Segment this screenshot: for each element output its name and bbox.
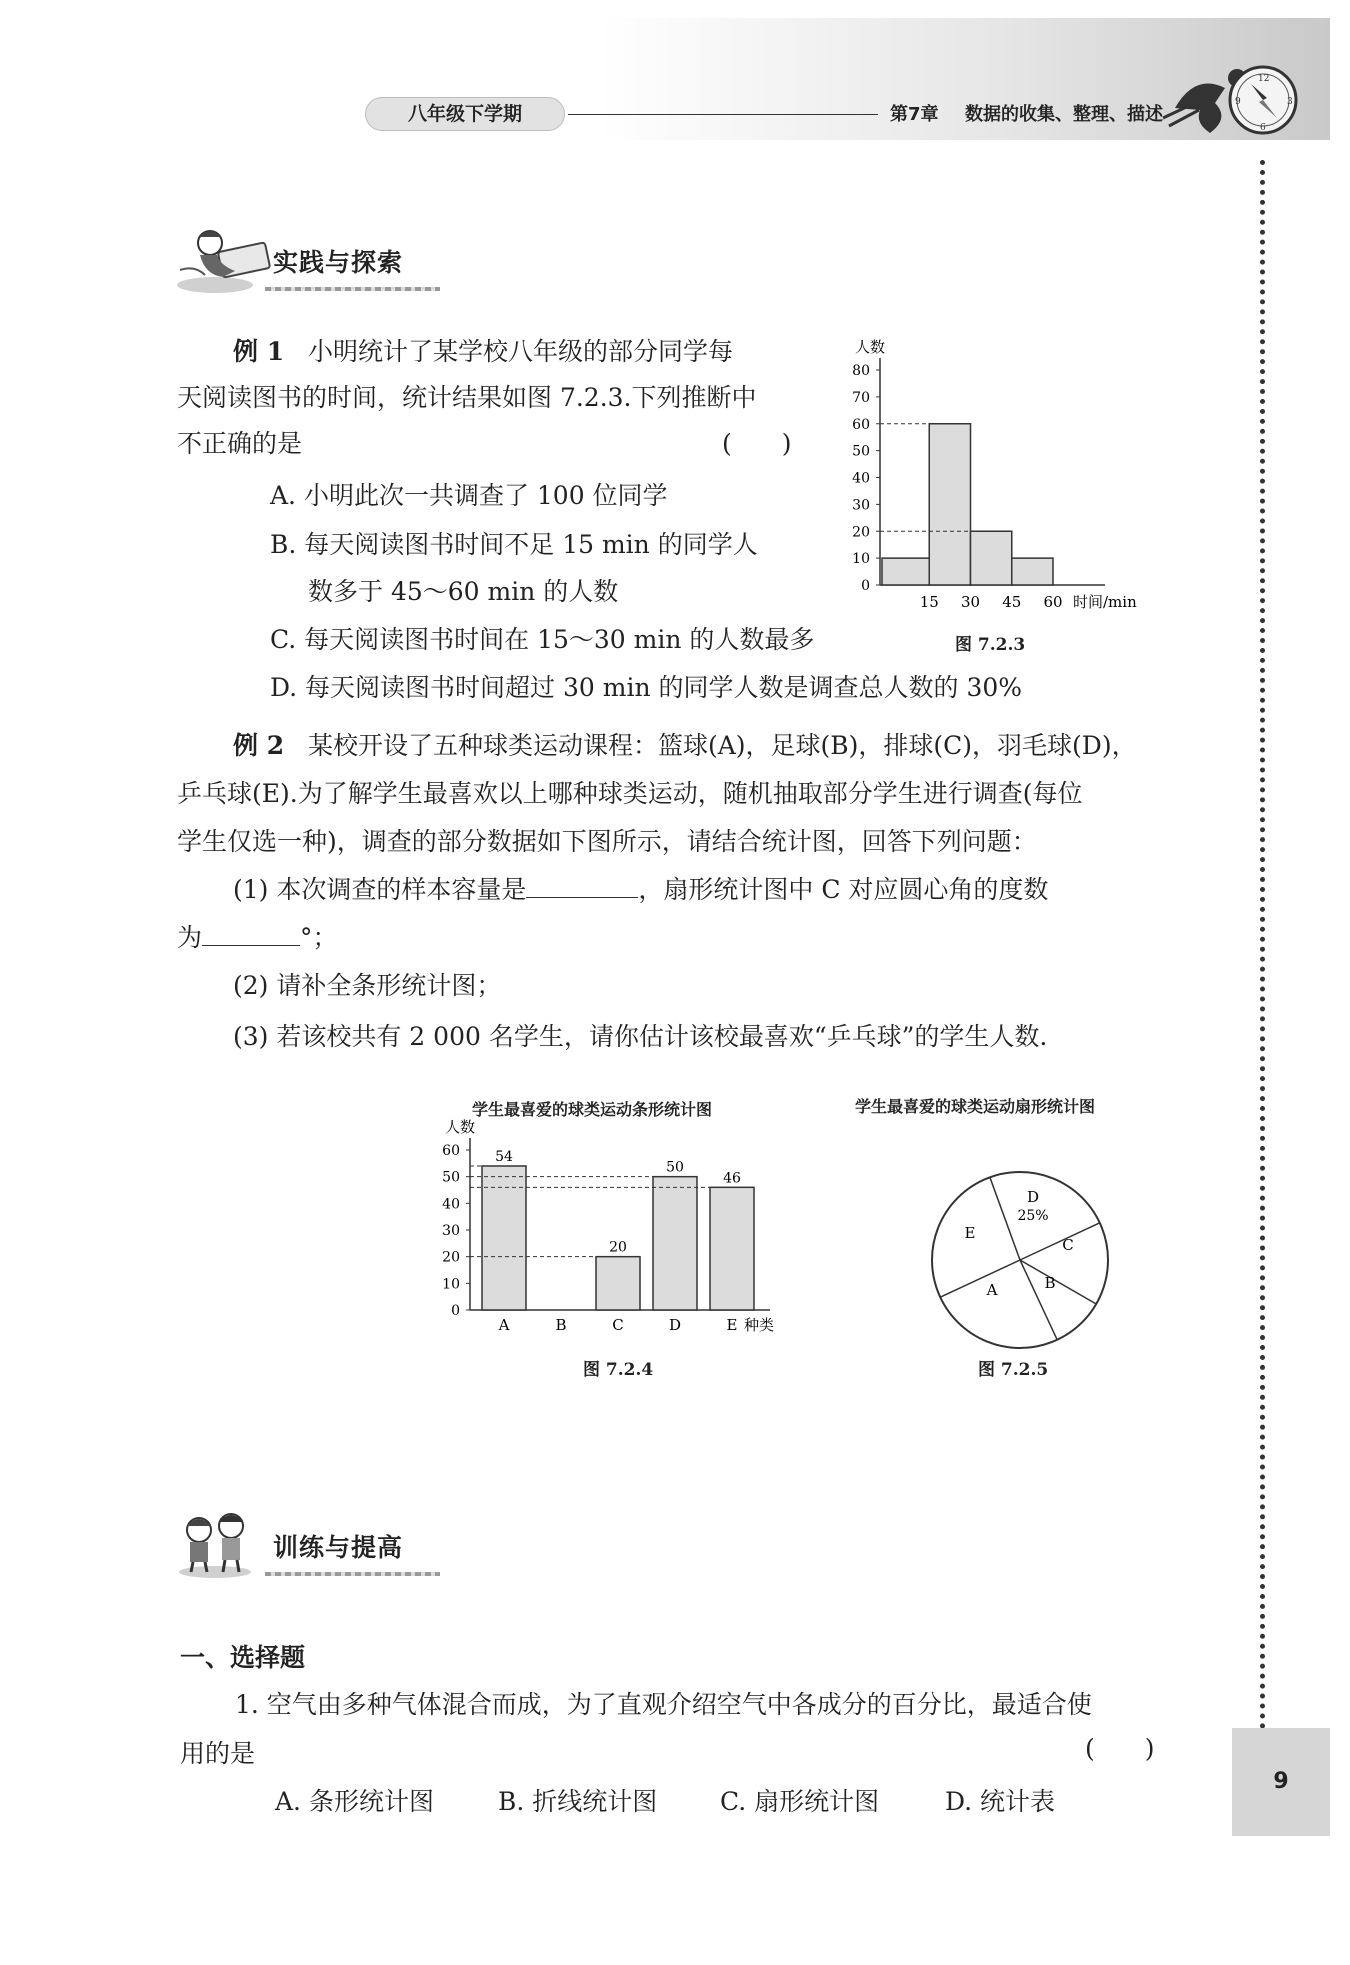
x-tick-label: 60 [1043, 593, 1063, 611]
example2-stem-1: 某校开设了五种球类运动课程：篮球(A)，足球(B)，排球(C)，羽毛球(D)， [307, 731, 1137, 760]
y-tick-label: 0 [861, 578, 870, 594]
reading-kid-icon [175, 225, 275, 295]
svg-text:9: 9 [1235, 97, 1241, 107]
y-tick-label: 0 [451, 1303, 460, 1319]
section-rule [265, 287, 440, 291]
exercise-option-c: C. 扇形统计图 [720, 1787, 880, 1816]
answer-blank-2[interactable] [202, 919, 300, 946]
y-tick-label: 70 [852, 389, 870, 406]
pie-label-A: A [986, 1281, 998, 1299]
y-tick-label: 30 [852, 497, 870, 514]
exercise-1-bracket: ( ) [1085, 1734, 1155, 1763]
pie-label-D: D [1026, 1188, 1040, 1206]
bar-C [596, 1257, 640, 1310]
compass-runner-logo [1155, 48, 1305, 140]
y-tick-label: 30 [442, 1223, 460, 1239]
example1-stem-1: 小明统计了某学校八年级的部分同学每 [307, 337, 733, 366]
y-tick-label: 10 [852, 551, 870, 568]
y-axis-label: 人数 [855, 338, 886, 356]
question-1-text: (1) 本次调查的样本容量是 [233, 875, 527, 904]
chapter-title: 数据的收集、整理、描述 [965, 104, 1163, 125]
example2-stem-3: 学生仅选一种)，调查的部分数据如下图所示，请结合统计图，回答下列问题： [177, 827, 1037, 856]
svg-text:12: 12 [1258, 74, 1270, 84]
x-tick-label: A [498, 1316, 510, 1334]
section-banner-practice [175, 225, 440, 295]
y-tick-label: 20 [442, 1249, 460, 1266]
header-rule [568, 114, 878, 115]
section-banner-training [175, 1510, 440, 1580]
option-b-line1: B. 每天阅读图书时间不足 15 min 的同学人 [270, 530, 758, 559]
two-kids-icon [175, 1510, 275, 1580]
option-c: C. 每天阅读图书时间在 15～30 min 的人数最多 [270, 625, 815, 654]
pie-label-B: B [1044, 1274, 1056, 1292]
pie-label-C: C [1062, 1236, 1074, 1254]
histogram-bar [882, 558, 929, 585]
option-a: A. 小明此次一共调查了 100 位同学 [270, 481, 668, 510]
question-1 [233, 871, 1048, 909]
x-tick-label: B [555, 1316, 567, 1334]
exercise-1-line2: 用的是 [180, 1739, 256, 1768]
histogram-caption: 图 7.2.3 [955, 635, 1026, 655]
grade-label: 八年级下学期 [365, 97, 565, 131]
section-title-training: 训练与提高 [273, 1533, 404, 1562]
y-tick-label: 10 [442, 1276, 460, 1293]
exercise-heading: 一、选择题 [180, 1643, 306, 1672]
bar-chart-caption: 图 7.2.4 [583, 1360, 654, 1380]
y-tick-label: 60 [852, 416, 870, 433]
histogram-bar [1012, 558, 1053, 585]
data-label: 46 [723, 1170, 741, 1187]
svg-text:6: 6 [1260, 123, 1266, 133]
pie-chart-7-2-5 [920, 1160, 1120, 1360]
example2-stem-2: 乒乓球(E).为了解学生最喜欢以上哪种球类运动，随机抽取部分学生进行调查(每位 [177, 779, 1083, 808]
histogram-bar [971, 531, 1012, 585]
y-tick-label: 40 [852, 470, 870, 487]
margin-dot-rule [1260, 160, 1265, 1730]
x-tick-label: 30 [960, 593, 981, 611]
question-1-continued [177, 919, 338, 957]
pie-chart-caption: 图 7.2.5 [978, 1360, 1049, 1380]
exercise-option-b: B. 折线统计图 [498, 1787, 658, 1816]
histogram-bar [929, 424, 970, 585]
bar-D [653, 1177, 697, 1310]
bar-chart-title: 学生最喜爱的球类运动条形统计图 [472, 1100, 713, 1119]
question-2: (2) 请补全条形统计图； [233, 971, 502, 1000]
y-axis-label: 人数 [445, 1118, 476, 1136]
x-tick-label: E [726, 1316, 738, 1334]
x-tick-label: 15 [919, 593, 939, 611]
x-tick-label: 45 [1002, 593, 1022, 611]
y-tick-label: 40 [442, 1196, 460, 1213]
section-rule [265, 1572, 440, 1576]
pie-annotation-d: 25% [1017, 1208, 1049, 1224]
exercise-option-d: D. 统计表 [945, 1787, 1056, 1816]
example1-line1 [233, 333, 733, 371]
x-axis-label: 时间/min [1073, 593, 1137, 611]
histogram-7-2-3 [830, 330, 1150, 611]
example1-label: 例 1 [233, 337, 285, 366]
page-number: 9 [1232, 1728, 1330, 1836]
question-1-text-3: 为 [177, 923, 203, 952]
bar-chart-7-2-4 [420, 1115, 820, 1355]
exercise-1-line1: 1. 空气由多种气体混合而成，为了直观介绍空气中各成分的百分比，最适合使 [235, 1690, 1092, 1719]
option-b-line2: 数多于 45～60 min 的人数 [308, 577, 619, 606]
x-axis-label: 种类 [744, 1316, 775, 1334]
x-tick-label: D [668, 1316, 682, 1334]
example1-stem-3: 不正确的是 [177, 429, 303, 458]
pie-chart-title: 学生最喜爱的球类运动扇形统计图 [855, 1097, 1096, 1116]
data-label: 54 [495, 1149, 513, 1165]
y-tick-label: 50 [442, 1169, 460, 1186]
chapter-label: 第7章 [890, 104, 939, 125]
section-title-practice: 实践与探索 [273, 248, 404, 277]
example2-line1 [233, 727, 1137, 765]
data-label: 20 [609, 1239, 627, 1256]
answer-blank-1[interactable] [526, 871, 638, 898]
y-tick-label: 20 [852, 524, 870, 541]
example1-stem-2: 天阅读图书的时间，统计结果如图 7.2.3.下列推断中 [177, 383, 757, 412]
x-tick-label: C [612, 1316, 624, 1334]
pie-label-E: E [964, 1224, 976, 1242]
answer-bracket: ( ) [722, 429, 792, 458]
question-1-text-4: °； [300, 923, 338, 952]
exercise-option-a: A. 条形统计图 [275, 1787, 434, 1816]
svg-text:3: 3 [1287, 97, 1293, 107]
bar-E [710, 1187, 754, 1310]
example2-label: 例 2 [233, 731, 285, 760]
option-d: D. 每天阅读图书时间超过 30 min 的同学人数是调查总人数的 30% [270, 673, 1023, 702]
question-1-text-2: ，扇形统计图中 C 对应圆心角的度数 [638, 875, 1049, 904]
y-tick-label: 50 [852, 443, 870, 460]
y-tick-label: 80 [852, 363, 870, 379]
y-tick-label: 60 [442, 1143, 460, 1159]
question-3: (3) 若该校共有 2 000 名学生，请你估计该校最喜欢“乒乓球”的学生人数. [233, 1022, 1048, 1051]
data-label: 50 [666, 1159, 684, 1176]
